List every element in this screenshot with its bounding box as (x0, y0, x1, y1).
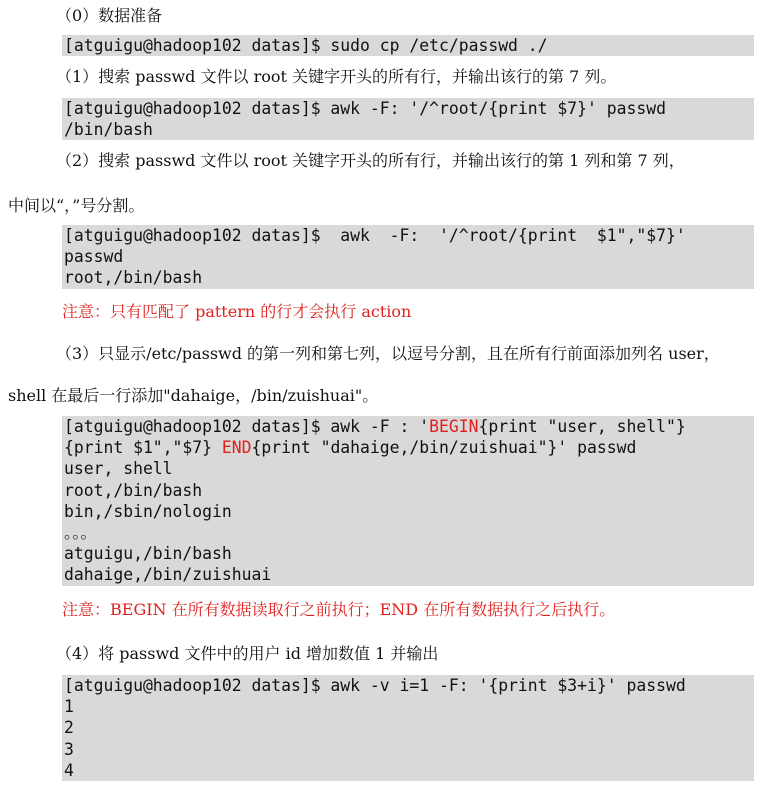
section-4-title: （4）将 passwd 文件中的用户 id 增加数值 1 并输出 (56, 644, 439, 663)
section-3-note: 注意：BEGIN 在所有数据读取行之前执行；END 在所有数据执行之后执行。 (62, 600, 616, 619)
code-line: atguigu,/bin/bash (64, 544, 232, 564)
code-block-0 (62, 35, 754, 56)
code-line: 4 (64, 760, 74, 780)
code-line: /bin/bash (64, 120, 153, 140)
code-block-2 (62, 225, 754, 289)
code-text: {print "user, shell"} (478, 417, 686, 436)
section-2-title-line1: （2）搜索 passwd 文件以 root 关键字开头的所有行，并输出该行的第 1 列和第 7 列， (56, 151, 685, 170)
code-block-1 (62, 98, 754, 140)
code-line: root,/bin/bash (64, 480, 203, 500)
section-3-title-line2: shell 在最后一行添加"dahaige，/bin/zuishuai"。 (8, 386, 379, 405)
code-text: {print "dahaige,/bin/zuishuai"}' passwd (251, 438, 637, 458)
code-line: passwd (64, 247, 124, 267)
code-line: root,/bin/bash (64, 268, 203, 288)
section-3-title-line1: （3）只显示/etc/passwd 的第一列和第七列，以逗号分割，且在所有行前面添加列名 user， (56, 344, 720, 363)
code-line: 。。。 (64, 522, 97, 542)
section-0-title: （0）数据准备 (56, 6, 163, 25)
section-1-title: （1）搜索 passwd 文件以 root 关键字开头的所有行，并输出该行的第 7 列。 (56, 67, 617, 86)
section-2-note: 注意：只有匹配了 pattern 的行才会执行 action (62, 302, 412, 321)
code-line (64, 437, 752, 458)
code-line: 1 (64, 697, 74, 717)
code-block-4 (62, 675, 754, 781)
code-line (64, 416, 752, 437)
code-text: [atguigu@hadoop102 datas]$ awk -F : ' (64, 417, 430, 436)
section-2-title-line2: 中间以“，”号分割。 (8, 196, 145, 215)
code-line: dahaige,/bin/zuishuai (64, 565, 272, 585)
code-line: [atguigu@hadoop102 datas]$ awk -F: '/^root/{print $7}' passwd (64, 99, 666, 118)
code-line: 2 (64, 718, 74, 738)
code-line: 3 (64, 739, 74, 759)
code-line: bin,/sbin/nologin (64, 501, 232, 521)
code-text: {print $1","$7} (64, 438, 222, 458)
code-block-3 (62, 416, 754, 586)
code-line: [atguigu@hadoop102 datas]$ sudo cp /etc/passwd ./ (64, 36, 548, 55)
code-line: [atguigu@hadoop102 datas]$ awk -F: '/^root/{print $1","$7}' (64, 226, 686, 245)
end-keyword: END (221, 438, 252, 458)
code-line: [atguigu@hadoop102 datas]$ awk -v i=1 -F: '{print $3+i}' passwd (64, 676, 686, 695)
code-line: user, shell (64, 459, 173, 479)
begin-keyword: BEGIN (429, 417, 479, 436)
